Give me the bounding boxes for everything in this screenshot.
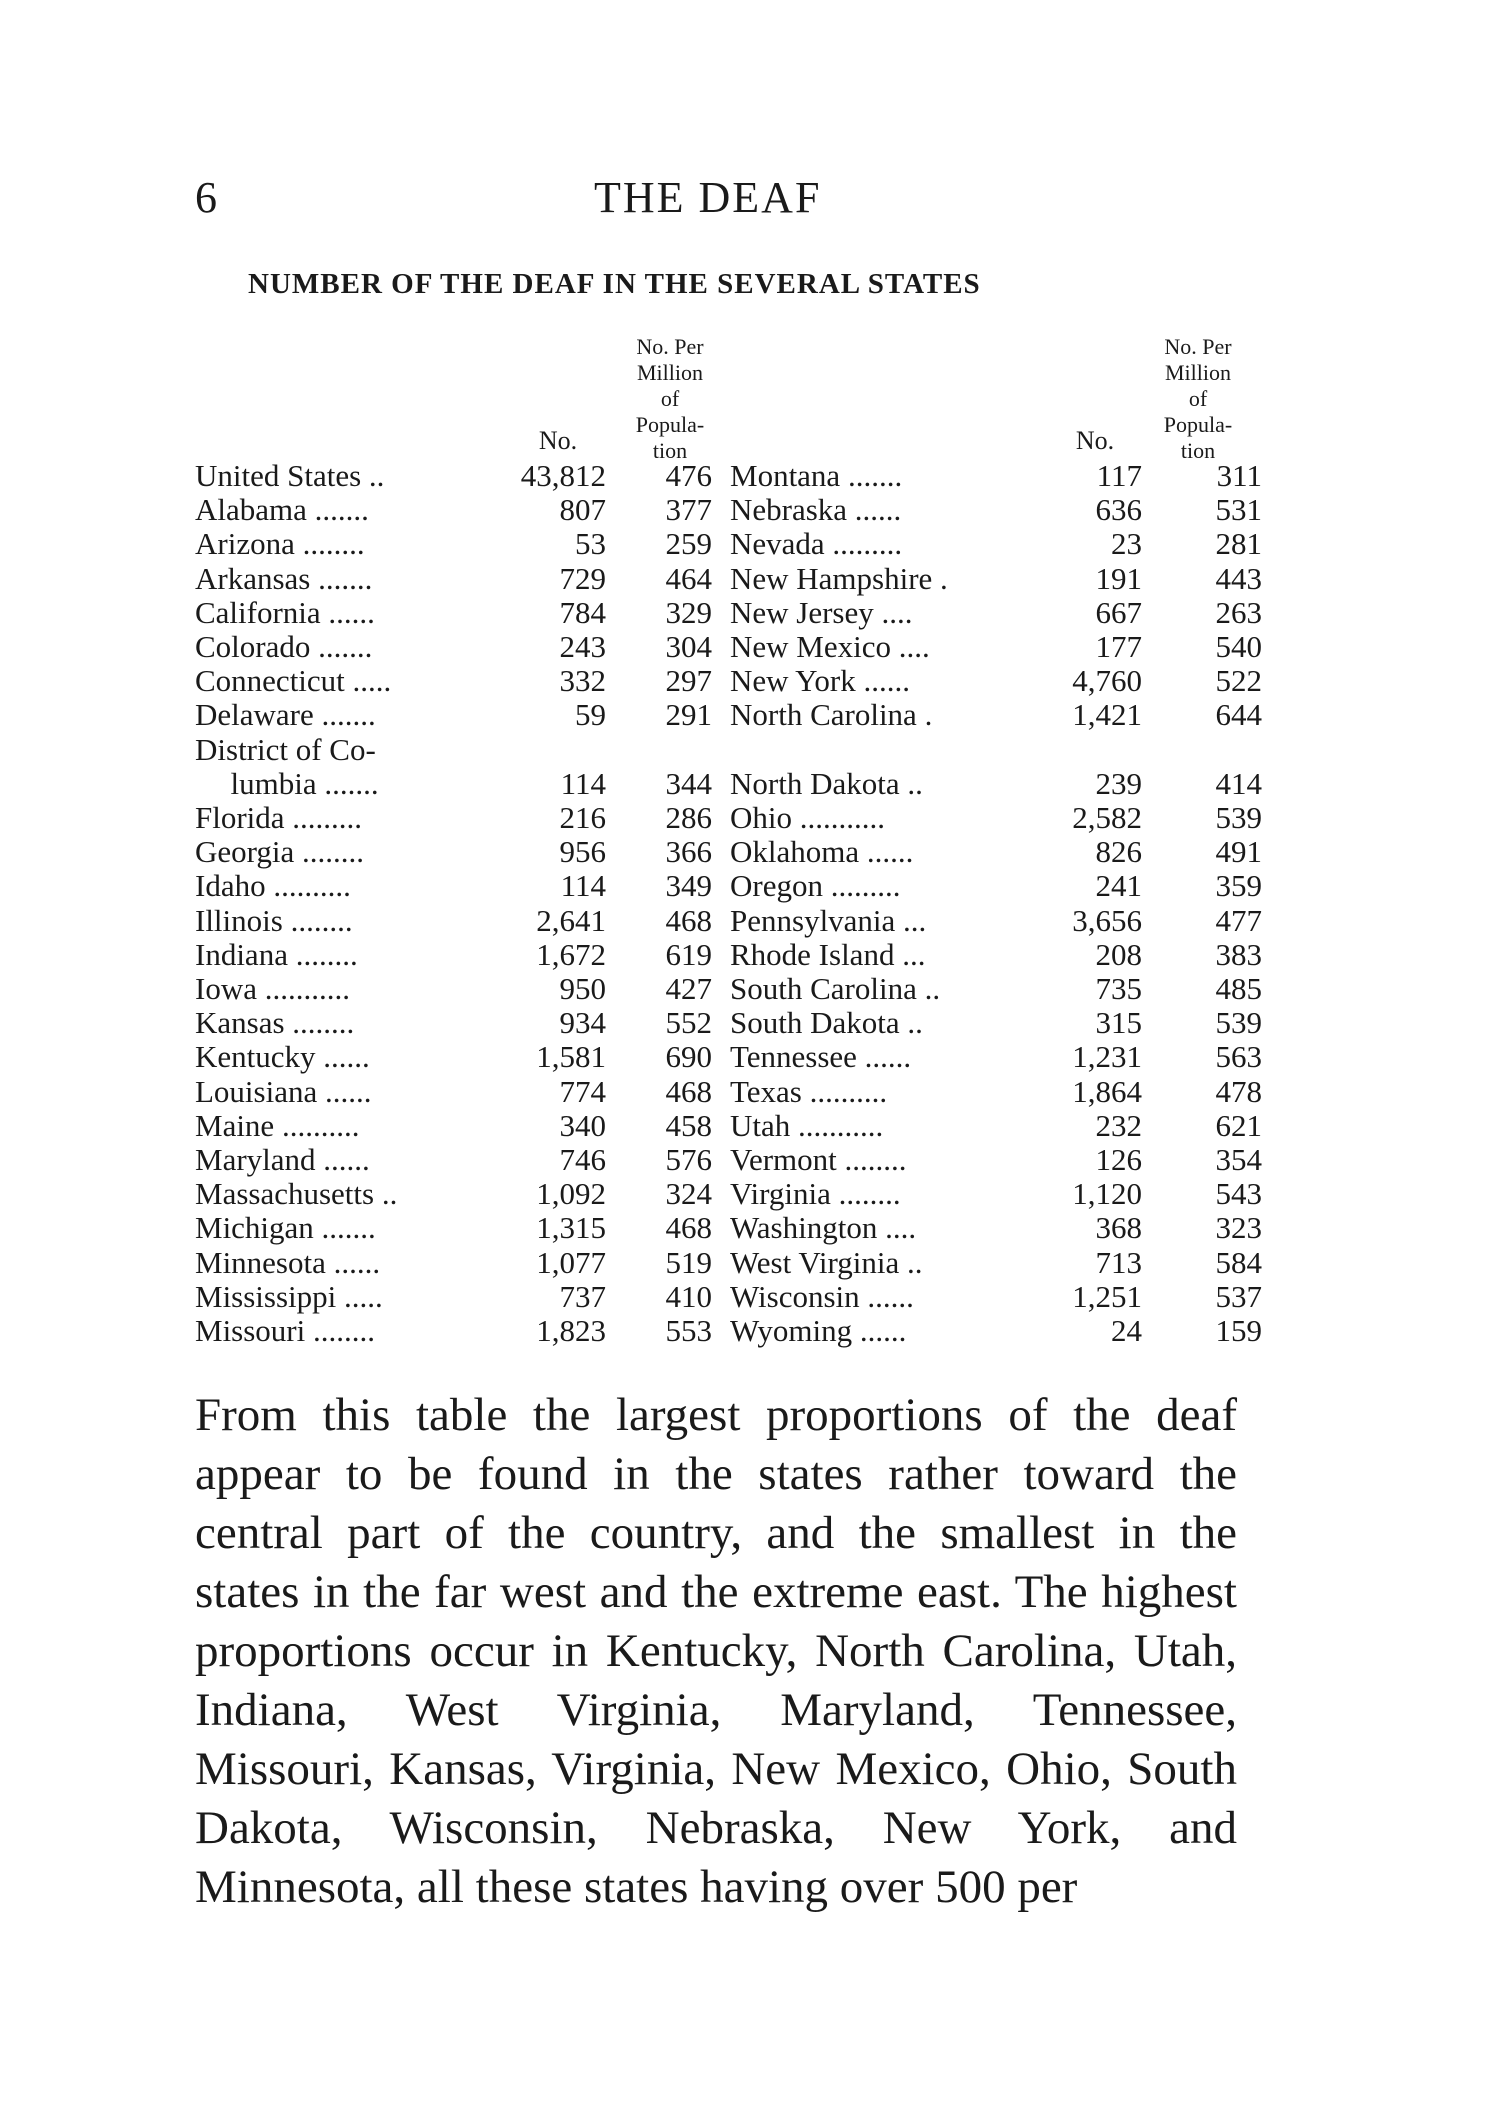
deaf-count: 332 [559, 663, 606, 699]
per-million: 259 [665, 526, 712, 562]
state-name: Tennessee ...... [730, 1039, 912, 1075]
state-name: North Dakota .. [730, 765, 923, 801]
state-name: Nebraska ...... [730, 492, 902, 528]
state-name: Wisconsin ...... [730, 1278, 914, 1314]
state-name: New Mexico .... [730, 629, 930, 664]
per-million: 410 [665, 1278, 712, 1314]
state-name: Alabama ....... [195, 492, 369, 528]
state-name: Kansas ........ [195, 1005, 355, 1041]
table-title: NUMBER OF THE DEAF IN THE SEVERAL STATES [248, 268, 981, 300]
header-line: of [1188, 386, 1208, 411]
per-million: 159 [1215, 1313, 1262, 1348]
header-per-million-left [600, 334, 740, 464]
deaf-count: 1,251 [1072, 1278, 1142, 1314]
state-name: Nevada ......... [730, 526, 903, 562]
state-name: Virginia ........ [730, 1176, 901, 1212]
per-million: 563 [1215, 1039, 1262, 1075]
header-line: tion [1180, 438, 1216, 463]
deaf-count: 1,864 [1072, 1073, 1142, 1109]
per-million: 349 [665, 868, 712, 904]
header-no-left: No. [538, 426, 578, 455]
state-name: Massachusetts .. [195, 1176, 398, 1212]
per-million: 263 [1215, 594, 1262, 630]
header-per-million-right [1128, 334, 1268, 464]
deaf-count: 340 [559, 1107, 606, 1143]
deaf-count: 1,120 [1072, 1176, 1142, 1212]
per-million: 281 [1215, 526, 1262, 562]
table-row [0, 1142, 1498, 1176]
deaf-count: 1,231 [1072, 1039, 1142, 1075]
deaf-count: 774 [559, 1073, 606, 1109]
table-row [0, 1279, 1498, 1313]
deaf-count: 208 [1095, 936, 1142, 972]
deaf-count: 114 [560, 868, 606, 904]
state-name: West Virginia .. [730, 1244, 923, 1280]
deaf-count: 1,581 [536, 1039, 606, 1075]
deaf-count: 4,760 [1072, 663, 1142, 699]
state-name: Louisiana ...... [195, 1073, 372, 1109]
header-line: Million [1164, 360, 1231, 385]
deaf-count: 24 [1111, 1313, 1142, 1348]
per-million: 359 [1215, 868, 1262, 904]
per-million: 324 [665, 1176, 712, 1212]
state-name: New York ...... [730, 663, 910, 699]
deaf-count: 729 [559, 560, 606, 596]
per-million: 344 [665, 765, 712, 801]
per-million: 286 [665, 800, 712, 835]
state-name: Iowa ........... [195, 971, 350, 1006]
per-million: 543 [1215, 1176, 1262, 1212]
per-million: 323 [1215, 1210, 1262, 1246]
per-million: 491 [1215, 834, 1262, 870]
table-row [0, 526, 1498, 560]
state-name: Colorado ....... [195, 629, 373, 664]
deaf-count: 1,823 [536, 1313, 606, 1348]
header-line: Million [636, 360, 703, 385]
table-row [0, 629, 1498, 663]
per-million: 464 [665, 560, 712, 596]
page-number: 6 [195, 173, 217, 222]
per-million: 485 [1215, 971, 1262, 1006]
state-name: Kentucky ...... [195, 1039, 370, 1075]
table-row [0, 561, 1498, 595]
state-name: Mississippi ..... [195, 1278, 383, 1314]
table-row [0, 834, 1498, 868]
deaf-count: 1,077 [536, 1244, 606, 1280]
deaf-count: 2,641 [536, 902, 606, 938]
table-row [0, 1108, 1498, 1142]
table-row [0, 663, 1498, 697]
deaf-count: 934 [559, 1005, 606, 1041]
deaf-count: 1,092 [536, 1176, 606, 1212]
header-line: Popula- [1163, 412, 1233, 437]
state-name: District of Co- [195, 731, 376, 767]
per-million: 644 [1215, 697, 1262, 733]
state-name: Arkansas ....... [195, 560, 373, 596]
deaf-count: 636 [1095, 492, 1142, 528]
deaf-count: 2,582 [1072, 800, 1142, 835]
header-line: No. Per [636, 334, 704, 359]
deaf-count: 807 [559, 492, 606, 528]
per-million: 311 [1216, 458, 1262, 493]
state-name: Vermont ........ [730, 1142, 907, 1177]
state-name: Delaware ....... [195, 697, 376, 733]
state-name: Oregon ......... [730, 868, 901, 904]
deaf-count: 1,315 [536, 1210, 606, 1246]
per-million: 477 [1215, 902, 1262, 938]
table-row [0, 1005, 1498, 1039]
state-name: Connecticut ..... [195, 663, 392, 699]
per-million: 354 [1215, 1142, 1262, 1177]
state-name: California ...... [195, 594, 375, 630]
per-million: 443 [1215, 560, 1262, 596]
per-million: 690 [665, 1039, 712, 1075]
header-line: Popula- [635, 412, 705, 437]
deaf-count: 956 [559, 834, 606, 870]
state-name: Maryland ...... [195, 1142, 370, 1177]
per-million: 476 [665, 458, 712, 493]
state-name: Rhode Island ... [730, 936, 926, 972]
table-row [0, 766, 1498, 800]
per-million: 539 [1215, 800, 1262, 835]
table-row [0, 1074, 1498, 1108]
table-row [0, 458, 1498, 492]
per-million: 478 [1215, 1073, 1262, 1109]
deaf-count: 114 [560, 765, 606, 801]
state-name: South Carolina .. [730, 971, 941, 1006]
per-million: 468 [665, 1210, 712, 1246]
deaf-count: 368 [1095, 1210, 1142, 1246]
per-million: 468 [665, 1073, 712, 1109]
table-row [0, 903, 1498, 937]
deaf-count: 59 [575, 697, 606, 733]
per-million: 383 [1215, 936, 1262, 972]
deaf-count: 43,812 [520, 458, 606, 493]
state-name: Pennsylvania ... [730, 902, 927, 938]
table-row [0, 697, 1498, 731]
per-million: 297 [665, 663, 712, 699]
per-million: 540 [1215, 629, 1262, 664]
deaf-count: 735 [1095, 971, 1142, 1006]
table-row [0, 492, 1498, 526]
deaf-count: 746 [559, 1142, 606, 1177]
per-million: 621 [1215, 1107, 1262, 1143]
per-million: 377 [665, 492, 712, 528]
deaf-count: 1,421 [1072, 697, 1142, 733]
state-name: Arizona ........ [195, 526, 365, 562]
deaf-count: 53 [575, 526, 606, 562]
state-name: South Dakota .. [730, 1005, 923, 1041]
deaf-count: 713 [1095, 1244, 1142, 1280]
state-name: Idaho .......... [195, 868, 351, 904]
state-name: North Carolina . [730, 697, 933, 733]
deaf-count: 177 [1095, 629, 1142, 664]
header-line: of [660, 386, 680, 411]
state-name: Montana ....... [730, 458, 903, 493]
state-name: Missouri ........ [195, 1313, 375, 1348]
per-million: 329 [665, 594, 712, 630]
deaf-count: 191 [1095, 560, 1142, 596]
running-head: THE DEAF [594, 173, 822, 222]
per-million: 519 [665, 1244, 712, 1280]
table-row [0, 1313, 1498, 1347]
deaf-count: 826 [1095, 834, 1142, 870]
state-name: lumbia ....... [215, 765, 379, 801]
header-line: tion [652, 438, 688, 463]
table-row [0, 800, 1498, 834]
header-no-right: No. [1075, 426, 1115, 455]
table-row [0, 1210, 1498, 1244]
deaf-count: 315 [1095, 1005, 1142, 1041]
deaf-count: 232 [1095, 1107, 1142, 1143]
state-name: Maine .......... [195, 1107, 360, 1143]
table-row [0, 595, 1498, 629]
table-row [0, 1176, 1498, 1210]
per-million: 366 [665, 834, 712, 870]
deaf-count: 243 [559, 629, 606, 664]
deaf-count: 3,656 [1072, 902, 1142, 938]
deaf-count: 117 [1096, 458, 1142, 493]
per-million: 414 [1215, 765, 1262, 801]
header-line: No. Per [1164, 334, 1232, 359]
state-name: United States .. [195, 458, 385, 493]
per-million: 427 [665, 971, 712, 1006]
per-million: 576 [665, 1142, 712, 1177]
state-name: New Jersey .... [730, 594, 913, 630]
deaf-count: 737 [559, 1278, 606, 1314]
state-name: Michigan ....... [195, 1210, 376, 1246]
state-name: Indiana ........ [195, 936, 358, 972]
state-name: New Hampshire . [730, 560, 948, 596]
per-million: 539 [1215, 1005, 1262, 1041]
table-row [0, 1039, 1498, 1073]
deaf-count: 241 [1095, 868, 1142, 904]
table-row [0, 971, 1498, 1005]
body-paragraph: From this table the largest proportions of the deaf appear to be found in the states rather toward the central part of the country, and the smallest in the states in the far west and the extreme east. The highest proportions occur in Kentucky, North Carolina, Utah, Indiana, West Virginia, Maryland, Tennessee, Missouri, Kansas, Virginia, New Mexico, Ohio, South Dakota, Wisconsin, Nebraska, New York, and Minnesota, all these states having over 500 per [195, 1389, 1237, 1913]
per-million: 304 [665, 629, 712, 664]
deaf-count: 126 [1095, 1142, 1142, 1177]
per-million: 553 [665, 1313, 712, 1348]
state-name: Wyoming ...... [730, 1313, 907, 1348]
table-row [0, 732, 1498, 766]
state-name: Minnesota ...... [195, 1244, 381, 1280]
state-name: Texas .......... [730, 1073, 888, 1109]
state-name: Utah ........... [730, 1107, 884, 1143]
state-name: Ohio ........... [730, 800, 885, 835]
per-million: 531 [1215, 492, 1262, 528]
deaf-count: 950 [559, 971, 606, 1006]
state-name: Georgia ........ [195, 834, 365, 870]
state-name: Illinois ........ [195, 902, 353, 938]
deaf-count: 239 [1095, 765, 1142, 801]
per-million: 537 [1215, 1278, 1262, 1314]
per-million: 291 [665, 697, 712, 733]
deaf-count: 784 [559, 594, 606, 630]
deaf-count: 216 [559, 800, 606, 835]
per-million: 552 [665, 1005, 712, 1041]
per-million: 522 [1215, 663, 1262, 699]
table-row [0, 937, 1498, 971]
deaf-count: 1,672 [536, 936, 606, 972]
table-row [0, 1245, 1498, 1279]
state-name: Oklahoma ...... [730, 834, 914, 870]
deaf-count: 23 [1111, 526, 1142, 562]
per-million: 584 [1215, 1244, 1262, 1280]
table-row [0, 868, 1498, 902]
state-name: Florida ......... [195, 800, 363, 835]
per-million: 458 [665, 1107, 712, 1143]
deaf-count: 667 [1095, 594, 1142, 630]
per-million: 468 [665, 902, 712, 938]
per-million: 619 [665, 936, 712, 972]
state-name: Washington .... [730, 1210, 917, 1246]
